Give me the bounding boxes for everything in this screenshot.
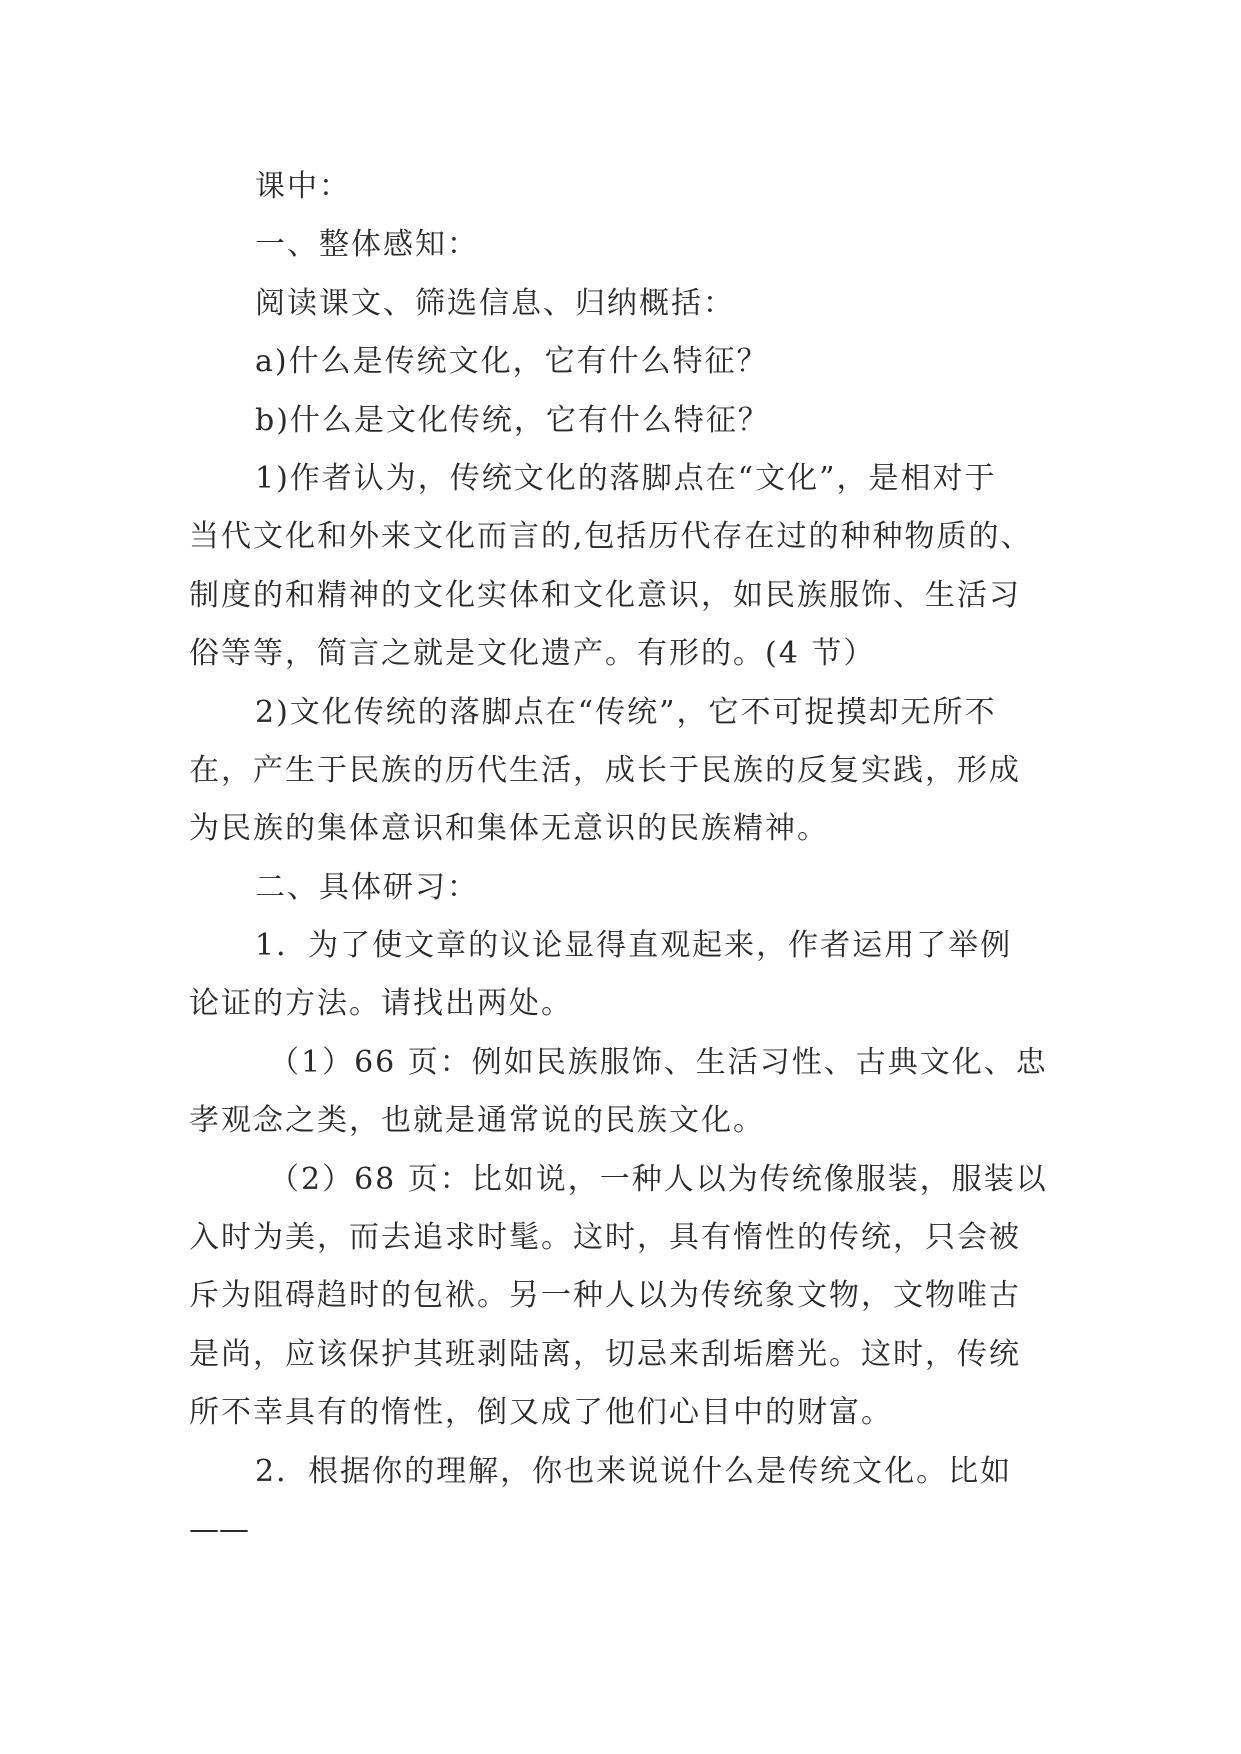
- section-heading-overall-perception: 一、整体感知：: [255, 227, 479, 263]
- example-2-line-3: 斥为阻碍趋时的包袱。另一种人以为传统象文物，文物唯古: [189, 1278, 1021, 1314]
- example-2-line-2: 入时为美，而去追求时髦。这时，具有惰性的传统，只会被: [189, 1220, 1021, 1256]
- document-body: [189, 158, 1054, 1559]
- answer-1-line-3: 制度的和精神的文化实体和文化意识，如民族服饰、生活习: [189, 577, 1021, 613]
- section-heading-in-class: 课中：: [255, 169, 351, 204]
- answer-1-line-2: 当代文化和外来文化而言的,包括历代存在过的种种物质的、: [189, 519, 1033, 555]
- question-b: b)什么是文化传统，它有什么特征？: [255, 402, 770, 438]
- item-2-line-1: 2．根据你的理解，你也来说说什么是传统文化。比如: [255, 1453, 1013, 1489]
- answer-1-line-4: 俗等等，简言之就是文化遗产。有形的。(4 节）: [189, 636, 876, 672]
- item-2-line-2: ——: [189, 1511, 249, 1547]
- answer-1-line-1: 1)作者认为，传统文化的落脚点在“文化”，是相对于: [255, 460, 997, 496]
- answer-2-line-2: 在，产生于民族的历代生活，成长于民族的反复实践，形成: [189, 752, 1021, 788]
- example-2-line-1: （2）68 页：比如说，一种人以为传统像服装，服装以: [269, 1161, 1048, 1197]
- example-2-line-4: 是尚，应该保护其班剥陆离，切忌来刮垢磨光。这时，传统: [189, 1336, 1021, 1372]
- item-1-line-2: 论证的方法。请找出两处。: [189, 986, 573, 1022]
- question-a: a)什么是传统文化，它有什么特征？: [255, 344, 769, 380]
- answer-2-line-3: 为民族的集体意识和集体无意识的民族精神。: [189, 811, 829, 847]
- section-heading-specific-study: 二、具体研习：: [255, 869, 479, 905]
- example-1-line-2: 孝观念之类，也就是通常说的民族文化。: [189, 1103, 765, 1139]
- instruction-line: 阅读课文、筛选信息、归纳概括：: [255, 285, 735, 321]
- answer-2-line-1: 2)文化传统的落脚点在“传统”，它不可捉摸却无所不: [255, 694, 997, 730]
- example-1-line-1: （1）66 页：例如民族服饰、生活习性、古典文化、忠: [269, 1044, 1048, 1080]
- item-1-line-1: 1．为了使文章的议论显得直观起来，作者运用了举例: [255, 928, 1013, 964]
- example-2-line-5: 所不幸具有的惰性，倒又成了他们心目中的财富。: [189, 1395, 893, 1431]
